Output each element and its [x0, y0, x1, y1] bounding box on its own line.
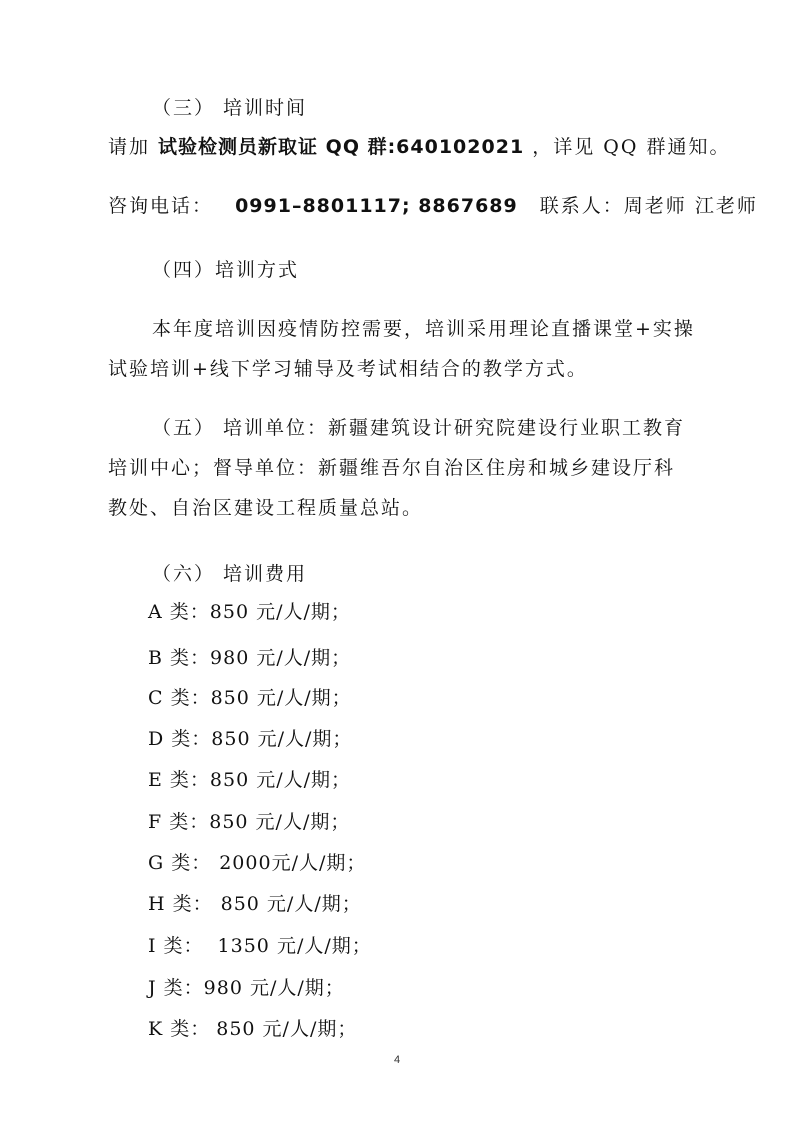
- section4-paragraph-line2: 试验培训+线下学习辅导及考试相结合的教学方式。: [108, 358, 588, 380]
- fee-amount: 850 元/人/期；: [220, 893, 362, 915]
- fee-item: [148, 727, 352, 751]
- section4-heading: （四）培训方式: [152, 259, 300, 281]
- fee-item: [148, 934, 372, 958]
- fee-amount: 2000元/人/期；: [219, 852, 367, 874]
- fee-amount: 850 元/人/期；: [209, 769, 352, 791]
- fee-class: C 类：: [148, 687, 211, 709]
- fee-class: A 类：: [148, 601, 210, 623]
- fee-item: [148, 810, 350, 834]
- fee-class: F 类：: [148, 811, 210, 833]
- phone-numbers: 0991–8801117; 8867689: [235, 195, 518, 217]
- contact-person: 联系人：周老师 江老师: [539, 195, 758, 217]
- page-number: 4: [393, 1054, 401, 1066]
- fee-amount: 850 元/人/期；: [216, 1018, 358, 1040]
- fee-item: [148, 851, 366, 875]
- fee-class: I 类：: [148, 935, 204, 957]
- fee-amount: 850 元/人/期；: [209, 811, 351, 833]
- phone-line: [108, 194, 758, 218]
- join-prefix: 请加: [108, 136, 159, 158]
- section5-line2: 培训中心；督导单位：新疆维吾尔自治区住房和城乡建设厅科: [108, 457, 676, 479]
- qq-group-line: [108, 135, 730, 159]
- section6-heading: （六） 培训费用: [152, 563, 308, 585]
- fee-class: E 类：: [148, 769, 210, 791]
- fee-item: [148, 768, 351, 792]
- section5-line3: 教处、自治区建设工程质量总站。: [108, 497, 424, 519]
- fee-amount: 850 元/人/期；: [209, 601, 351, 623]
- phone-label: 咨询电话：: [108, 195, 214, 217]
- fee-item: [148, 600, 351, 624]
- section3-heading: （三） 培训时间: [152, 97, 308, 119]
- fee-item: [148, 686, 352, 710]
- section4-paragraph-line1: 本年度培训因疫情防控需要，培训采用理论直播课堂+实操: [152, 318, 695, 340]
- fee-class: H 类：: [148, 893, 213, 915]
- fee-item: [148, 646, 351, 670]
- fee-item: [148, 976, 345, 1000]
- fee-item: [148, 892, 362, 916]
- section5-line1: （五） 培训单位：新疆建筑设计研究院建设行业职工教育: [152, 417, 686, 439]
- fee-amount: 980 元/人/期；: [203, 977, 345, 999]
- qq-group-label: 试验检测员新取证 QQ 群:640102021: [158, 136, 525, 158]
- fee-class: K 类：: [148, 1018, 211, 1040]
- join-suffix: ，详见 QQ 群通知。: [524, 136, 731, 158]
- fee-class: J 类：: [148, 977, 204, 999]
- fee-class: D 类：: [148, 728, 212, 750]
- fee-amount: 850 元/人/期；: [210, 687, 352, 709]
- fee-amount: 980 元/人/期；: [210, 647, 352, 669]
- fee-amount: 850 元/人/期；: [211, 728, 353, 750]
- fee-class: B 类：: [148, 647, 211, 669]
- fee-item: [148, 1017, 357, 1041]
- fee-amount: 1350 元/人/期；: [217, 935, 372, 957]
- fee-class: G 类：: [148, 852, 212, 874]
